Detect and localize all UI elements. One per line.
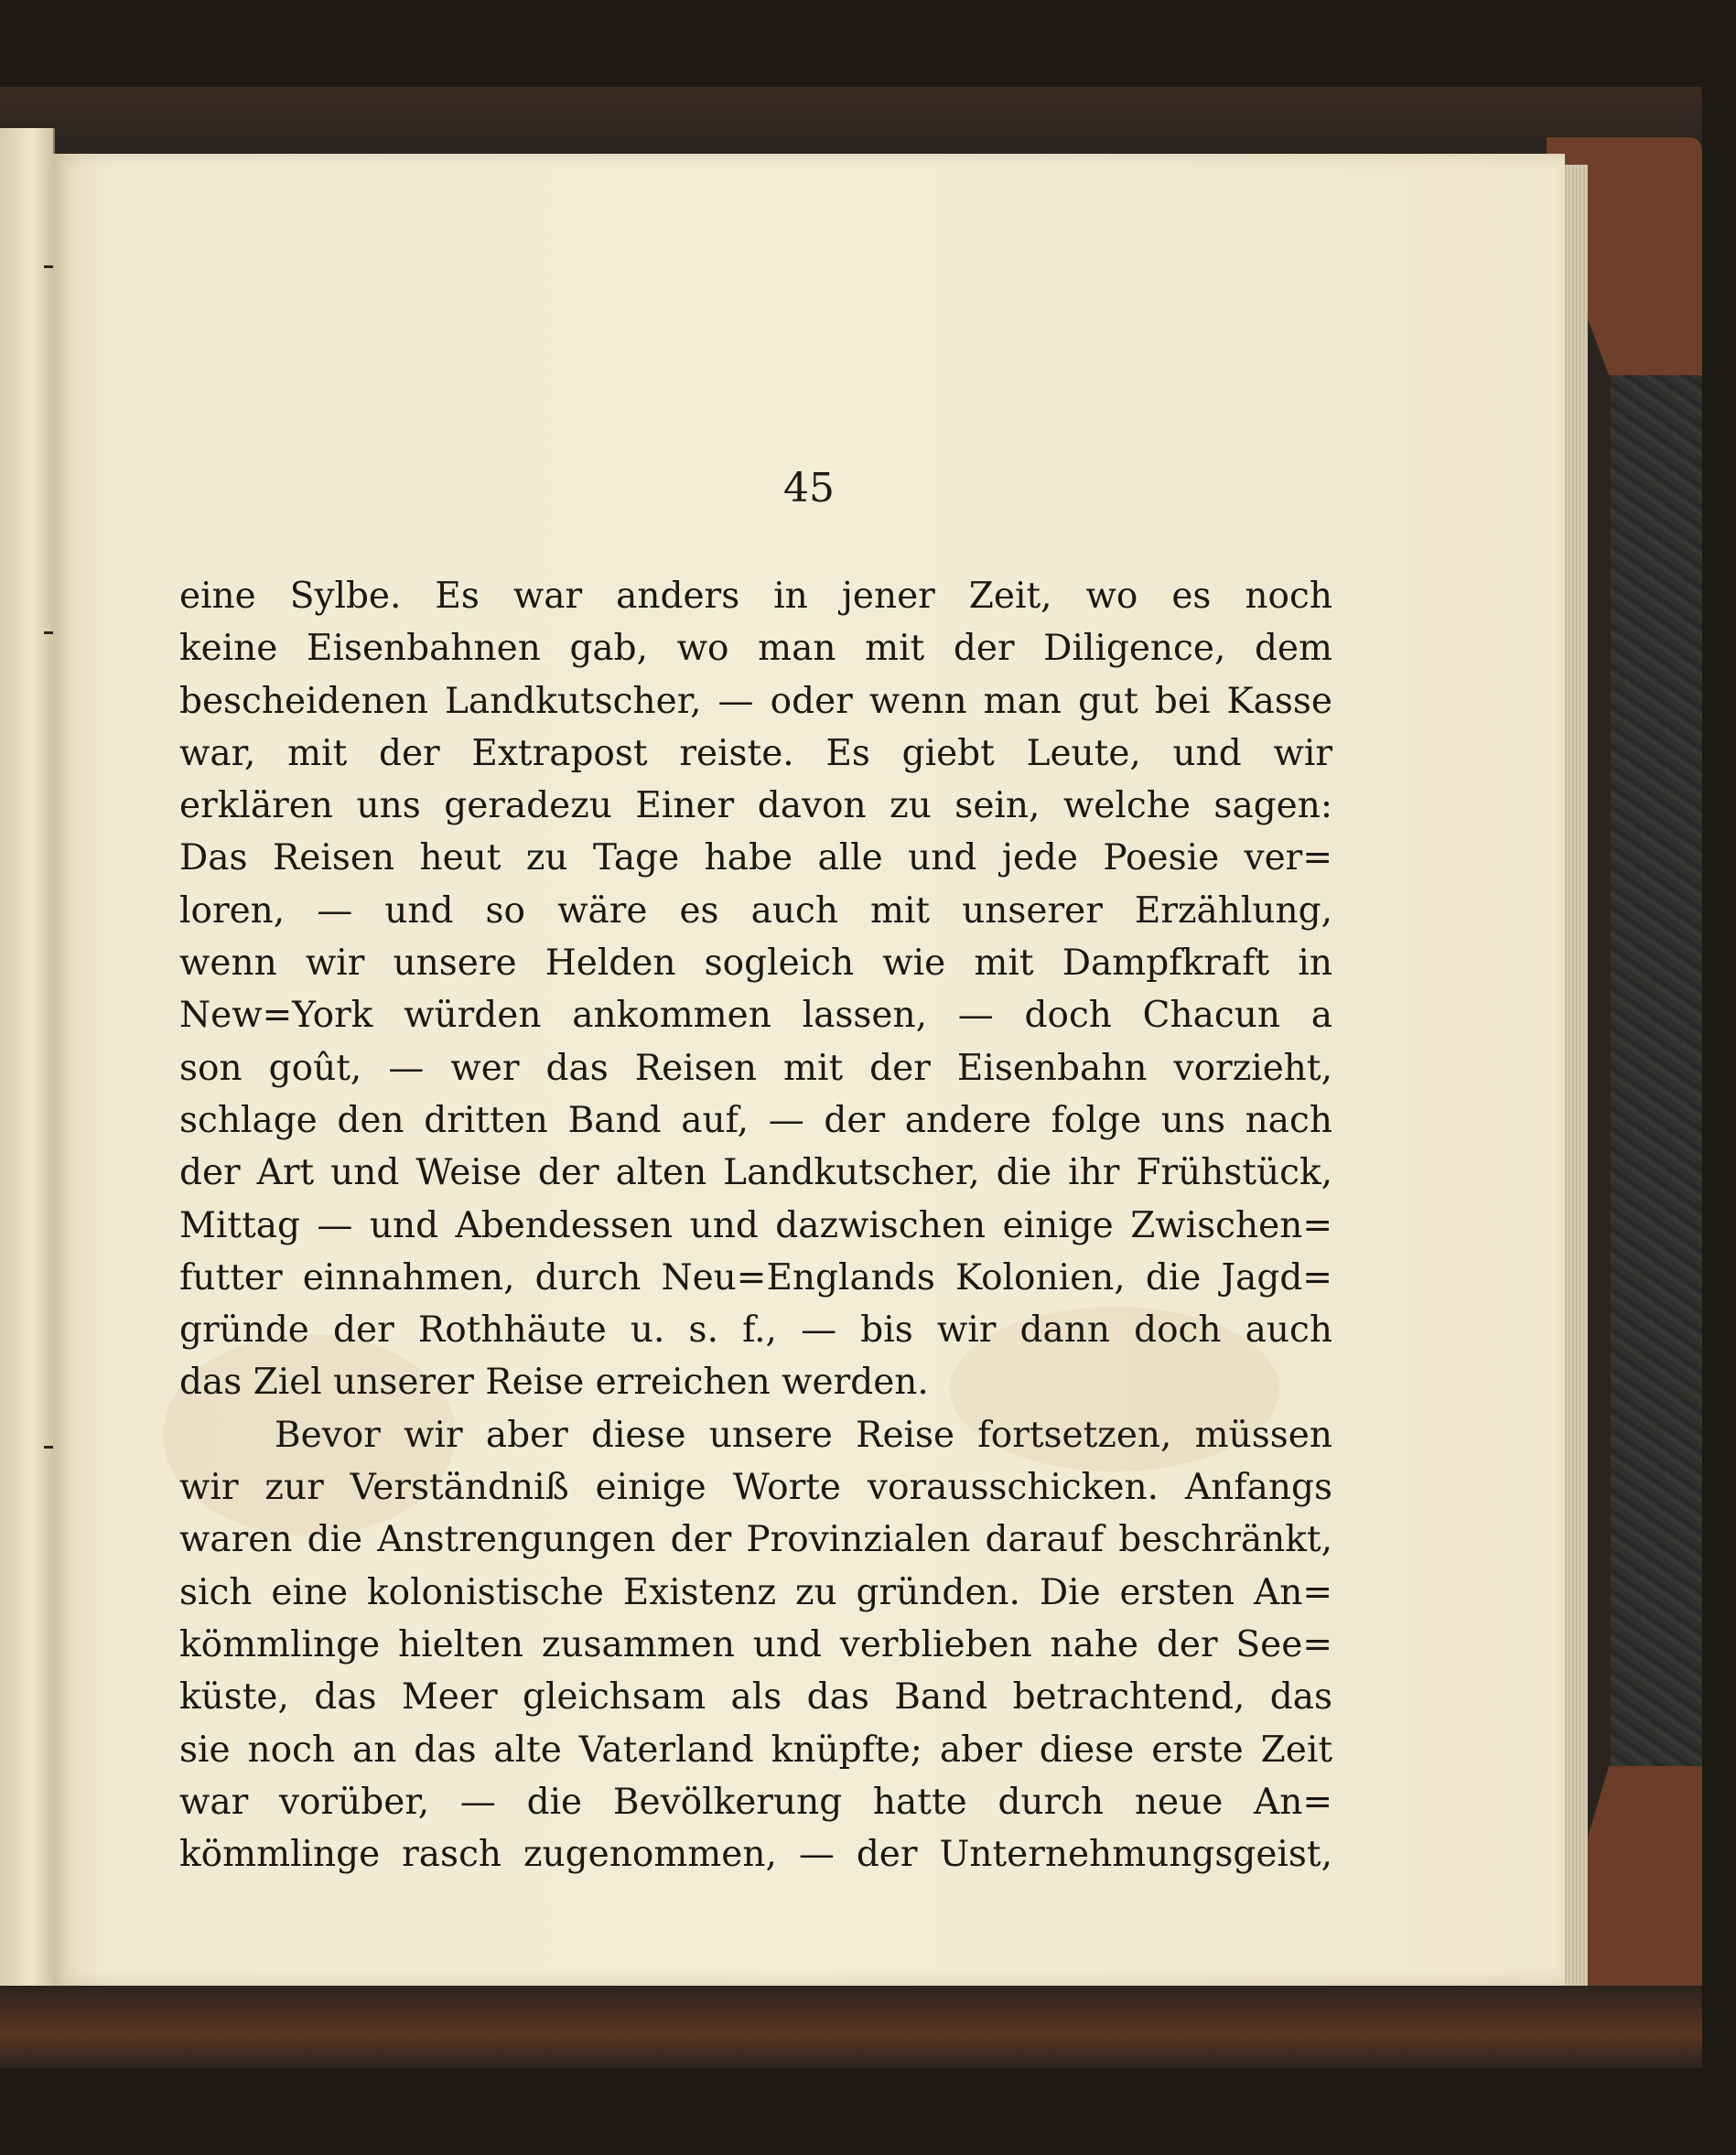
margin-mark: [44, 631, 53, 634]
text-line: Bevor wir aber diese unsere Reise fortsetzen, müssen: [275, 1414, 1332, 1456]
text-line: wir zur Verständniß einige Worte vorausschicken. Anfangs: [179, 1467, 1332, 1509]
text-line: erklären uns geradezu Einer davon zu sein, welche sagen:: [179, 785, 1332, 827]
margin-mark: [44, 1446, 53, 1449]
text-line: war, mit der Extrapost reiste. Es giebt Leute, und wir: [179, 732, 1332, 774]
text-line: gründe der Rothhäute u. s. f., — bis wir dann doch auch: [179, 1309, 1332, 1352]
margin-mark: [44, 265, 53, 268]
text-line: bescheidenen Landkutscher, — oder wenn man gut bei Kasse: [179, 680, 1332, 722]
text-line: kömmlinge hielten zusammen und verblieben nahe der See=: [179, 1623, 1332, 1665]
text-line: wenn wir unsere Helden sogleich wie mit Dampfkraft in: [179, 943, 1332, 985]
text-line: futter einnahmen, durch Neu=Englands Kolonien, die Jagd=: [179, 1256, 1332, 1298]
body-text: [179, 570, 1332, 1880]
text-line: waren die Anstrengungen der Provinzialen darauf beschränkt,: [179, 1519, 1332, 1561]
previous-page-edge: [0, 128, 55, 1986]
text-line: Mittag — und Abendessen und dazwischen einige Zwischen=: [179, 1204, 1332, 1246]
page-number: 45: [783, 465, 835, 512]
text-line: son goût, — wer das Reisen mit der Eisenbahn vorzieht,: [179, 1047, 1332, 1089]
text-line: war vorüber, — die Bevölkerung hatte durch neue An=: [179, 1781, 1332, 1823]
text-line: sich eine kolonistische Existenz zu gründen. Die ersten An=: [179, 1571, 1332, 1613]
text-line: kömmlinge rasch zugenommen, — der Unternehmungsgeist,: [179, 1834, 1332, 1876]
text-line: das Ziel unserer Reise erreichen werden.: [179, 1362, 929, 1404]
book-page: [53, 154, 1565, 1986]
text-line: schlage den dritten Band auf, — der andere folge uns nach: [179, 1099, 1332, 1141]
text-line: eine Sylbe. Es war anders in jener Zeit, wo es noch: [179, 576, 1332, 617]
text-line: New=York würden ankommen lassen, — doch Chacun a: [179, 995, 1332, 1037]
marbled-board: [1611, 165, 1702, 1986]
text-line: loren, — und so wäre es auch mit unserer Erzählung,: [179, 889, 1332, 932]
cover-bottom-edge: [0, 1986, 1702, 2068]
cover-top-edge: [0, 87, 1702, 142]
text-line: küste, das Meer gleichsam als das Band betrachtend, das: [179, 1676, 1332, 1719]
text-line: der Art und Weise der alten Landkutscher, die ihr Frühstück,: [179, 1152, 1332, 1194]
text-line: sie noch an das alte Vaterland knüpfte; aber diese erste Zeit: [179, 1729, 1332, 1771]
text-line: keine Eisenbahnen gab, wo man mit der Diligence, dem: [179, 628, 1332, 670]
text-line: Das Reisen heut zu Tage habe alle und jede Poesie ver=: [179, 837, 1332, 879]
